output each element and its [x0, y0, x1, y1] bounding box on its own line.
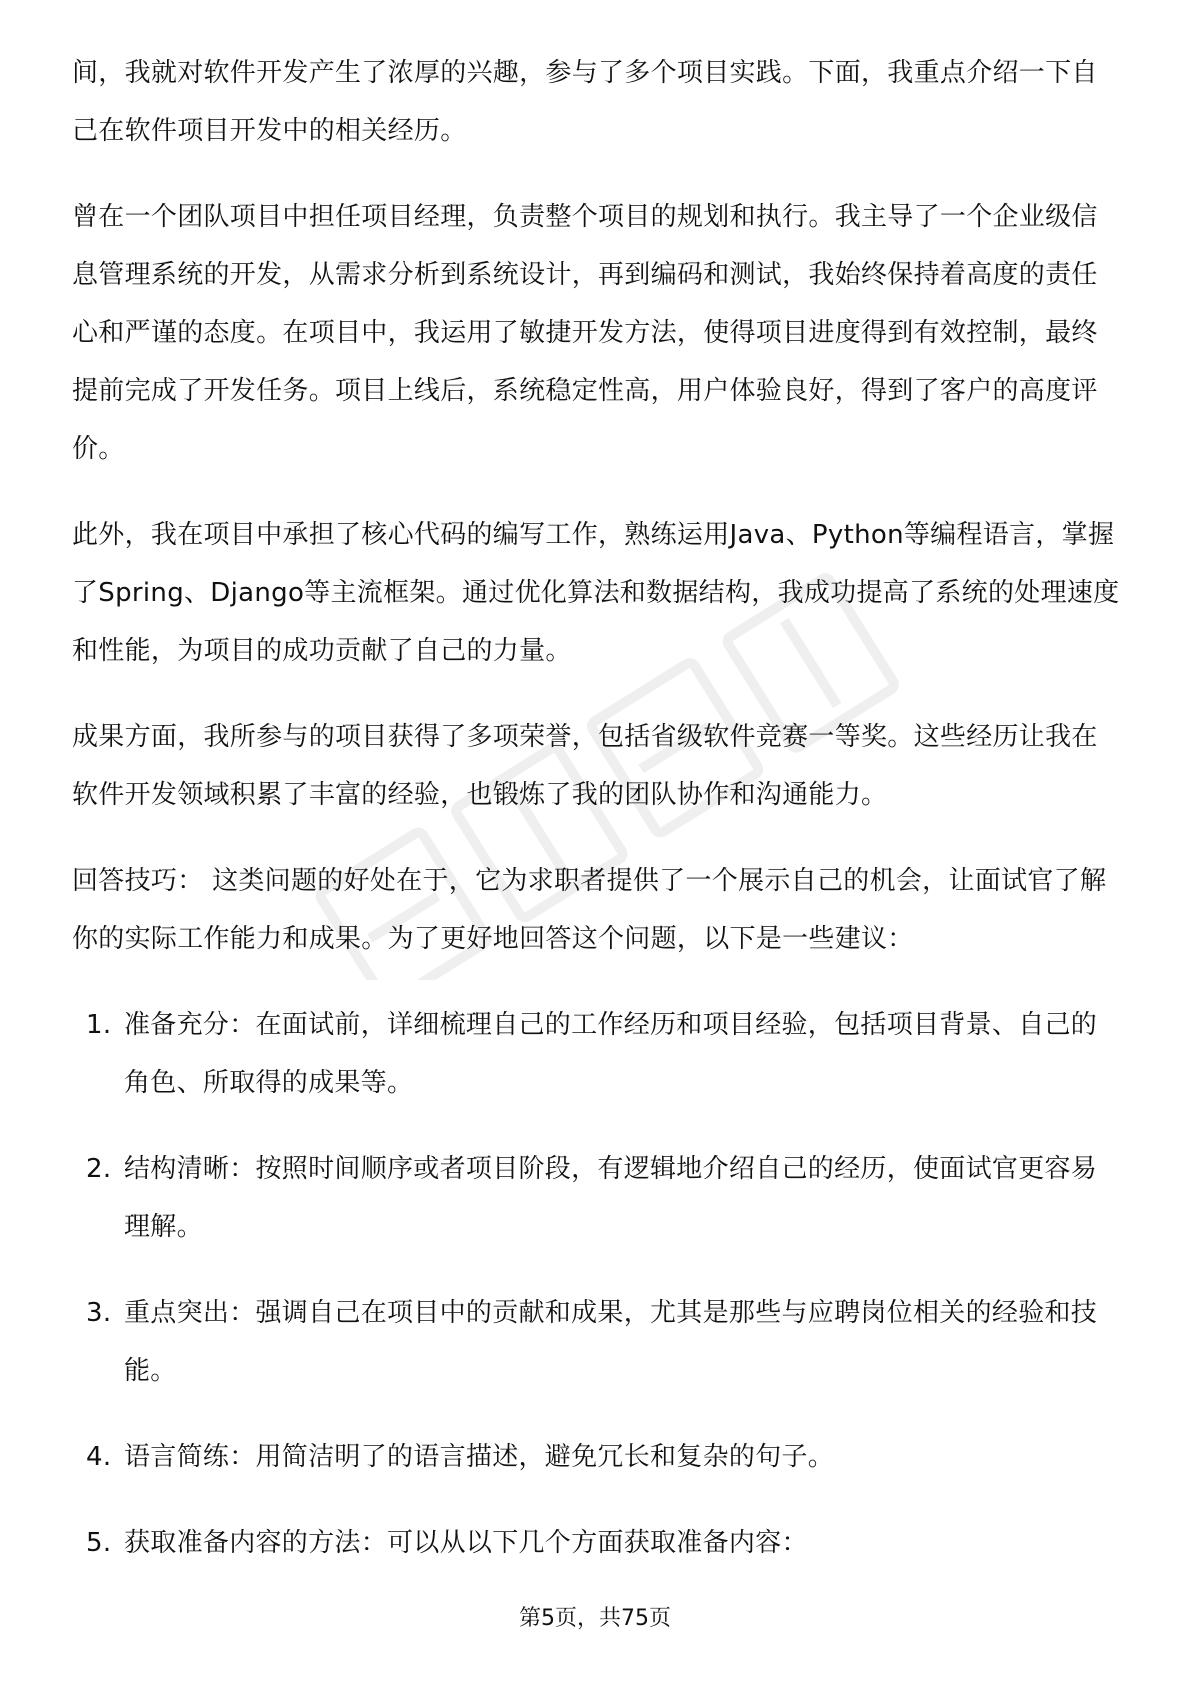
list-item-number: 5. — [86, 1528, 112, 1558]
list-item-number: 1. — [86, 1010, 112, 1040]
list-item-number: 2. — [86, 1154, 112, 1184]
page-footer: 第5页，共75页 — [519, 1606, 671, 1631]
list-item-number: 3. — [86, 1298, 112, 1328]
tips-list — [72, 996, 1122, 1572]
main-content — [72, 44, 1122, 1600]
list-item — [72, 996, 1122, 1112]
list-item — [72, 1428, 1122, 1486]
paragraph-intro: 间，我就对软件开发产生了浓厚的兴趣，参与了多个项目实践。下面，我重点介绍一下自己在软件项目开发中的相关经历。 — [72, 58, 1098, 146]
list-item — [72, 1514, 1122, 1572]
paragraph-core-code: 此外，我在项目中承担了核心代码的编写工作，熟练运用Java、Python等编程语言，掌握了Spring、Django等主流框架。通过优化算法和数据结构，我成功提高了系统的处理速度和性能，为项目的成功贡献了自己的力量。 — [72, 520, 1120, 666]
list-item-text: 获取准备内容的方法：可以从以下几个方面获取准备内容： — [124, 1528, 808, 1558]
paragraph-achievements: 成果方面，我所参与的项目获得了多项荣誉，包括省级软件竞赛一等奖。这些经历让我在软件开发领域积累了丰富的经验，也锻炼了我的团队协作和沟通能力。 — [72, 722, 1098, 810]
list-item-text: 重点突出：强调自己在项目中的贡献和成果，尤其是那些与应聘岗位相关的经验和技能。 — [124, 1298, 1098, 1386]
list-item-text: 结构清晰：按照时间顺序或者项目阶段，有逻辑地介绍自己的经历，使面试官更容易理解。 — [124, 1154, 1098, 1242]
list-item — [72, 1140, 1122, 1256]
paragraph-project-manager: 曾在一个团队项目中担任项目经理，负责整个项目的规划和执行。我主导了一个企业级信息管理系统的开发，从需求分析到系统设计，再到编码和测试，我始终保持着高度的责任心和严谨的态度。在项目中，我运用了敏捷开发方法，使得项目进度得到有效控制，最终提前完成了开发任务。项目上线后，系统稳定性高，用户体验良好，得到了客户的高度评价。 — [72, 202, 1098, 464]
list-item-number: 4. — [86, 1442, 112, 1472]
paragraph-answer-tips: 回答技巧： 这类问题的好处在于，它为求职者提供了一个展示自己的机会，让面试官了解你的实际工作能力和成果。为了更好地回答这个问题，以下是一些建议： — [72, 866, 1107, 954]
list-item-text: 准备充分：在面试前，详细梳理自己的工作经历和项目经验，包括项目背景、自己的角色、所取得的成果等。 — [124, 1010, 1098, 1098]
list-item — [72, 1284, 1122, 1400]
list-item-text: 语言简练：用简洁明了的语言描述，避免冗长和复杂的句子。 — [124, 1442, 835, 1472]
